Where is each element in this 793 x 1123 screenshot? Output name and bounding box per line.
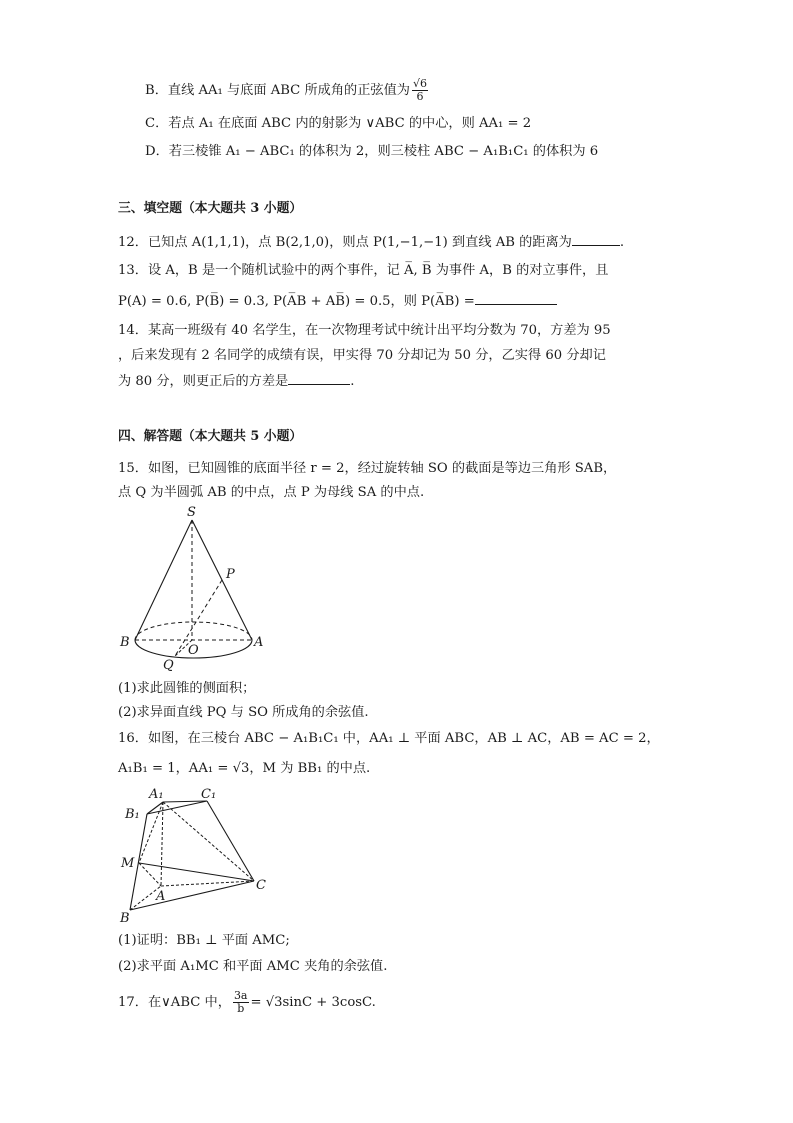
- question-15-sub2: (2)求异面直线 PQ 与 SO 所成角的余弦值.: [118, 705, 369, 720]
- label-a1: A₁: [149, 787, 164, 802]
- question-15-line2: 点 Q 为半圆弧 AB 的中点，点 P 为母线 SA 的中点.: [118, 485, 425, 500]
- question-16-sub2: (2)求平面 A₁MC 和平面 AMC 夹角的余弦值.: [118, 959, 388, 974]
- question-13-line2: P(A) = 0.6, P(B̅) = 0.3, P(A̅B + AB̅) = 0.5，则 P(A̅B) =: [118, 292, 557, 311]
- option-d: D．若三棱锥 A₁ − ABC₁ 的体积为 2，则三棱柱 ABC − A₁B₁C₁ 的体积为 6: [145, 144, 599, 159]
- option-c: C．若点 A₁ 在底面 ABC 内的射影为 ∨ABC 的中心，则 AA₁ = 2: [145, 116, 532, 131]
- question-14-line1: 14．某高一班级有 40 名学生，在一次物理考试中统计出平均分数为 70，方差为 95: [118, 323, 611, 338]
- label-c: C: [256, 878, 266, 893]
- label-s: S: [187, 505, 196, 520]
- label-b: B: [120, 911, 130, 926]
- label-b1: B₁: [125, 807, 140, 822]
- label-m: M: [121, 856, 135, 871]
- question-15-line1: 15．如图，已知圆锥的底面半径 r = 2，经过旋转轴 SO 的截面是等边三角形 SAB，: [118, 461, 617, 476]
- label-a: A: [156, 889, 166, 904]
- label-a: A: [254, 635, 264, 650]
- label-q: Q: [163, 658, 174, 672]
- label-b: B: [120, 635, 130, 650]
- cone-base-back: [135, 622, 252, 640]
- question-14-line2: ，后来发现有 2 名同学的成绩有误，甲实得 70 分却记为 50 分，乙实得 60 分却记: [118, 348, 606, 363]
- question-16-line1: 16．如图，在三棱台 ABC − A₁B₁C₁ 中，AA₁ ⊥ 平面 ABC，AB ⊥ AC，AB = AC = 2，: [118, 731, 660, 746]
- section-3-title: 三、填空题（本大题共 3 小题）: [118, 201, 303, 216]
- question-12: 12．已知点 A(1,1,1)，点 B(2,1,0)，则点 P(1,−1,−1) 到直线 AB 的距离为 .: [118, 235, 625, 250]
- label-o: O: [188, 643, 199, 658]
- question-17: 17．在∨ABC 中， $\frac{3a}{b}$ = √3sinC + 3cosC.: [118, 989, 376, 1015]
- question-16-line2: A₁B₁ = 1，AA₁ = √3，M 为 BB₁ 的中点.: [118, 761, 371, 776]
- answer-blank-13: [475, 292, 557, 305]
- option-b-text: B．直线 AA₁ 与底面 ABC 所成角的正弦值为: [145, 83, 410, 98]
- option-b: [145, 78, 430, 103]
- section-4-title: 四、解答题（本大题共 5 小题）: [118, 429, 303, 444]
- label-p: P: [226, 567, 235, 582]
- question-13-line1: 13．设 A，B 是一个随机试验中的两个事件，记 A̅, B̅ 为事件 A，B 的对立事件，且: [118, 263, 609, 278]
- question-14-line3: 为 80 分，则更正后的方差是 .: [118, 374, 355, 389]
- answer-blank-14: [288, 372, 350, 385]
- cone-figure: [115, 500, 275, 672]
- question-15-sub1: (1)求此圆锥的侧面积；: [118, 681, 256, 696]
- label-c1: C₁: [201, 787, 217, 802]
- cone-side-sb: [135, 520, 192, 640]
- answer-blank-12: [572, 233, 620, 246]
- option-b-fraction: $\frac{√6}{6}$: [412, 77, 427, 103]
- frustum-figure: [115, 783, 275, 928]
- q17-fraction: $\frac{3a}{b}$: [233, 989, 248, 1015]
- question-16-sub1: (1)证明：BB₁ ⊥ 平面 AMC;: [118, 933, 290, 948]
